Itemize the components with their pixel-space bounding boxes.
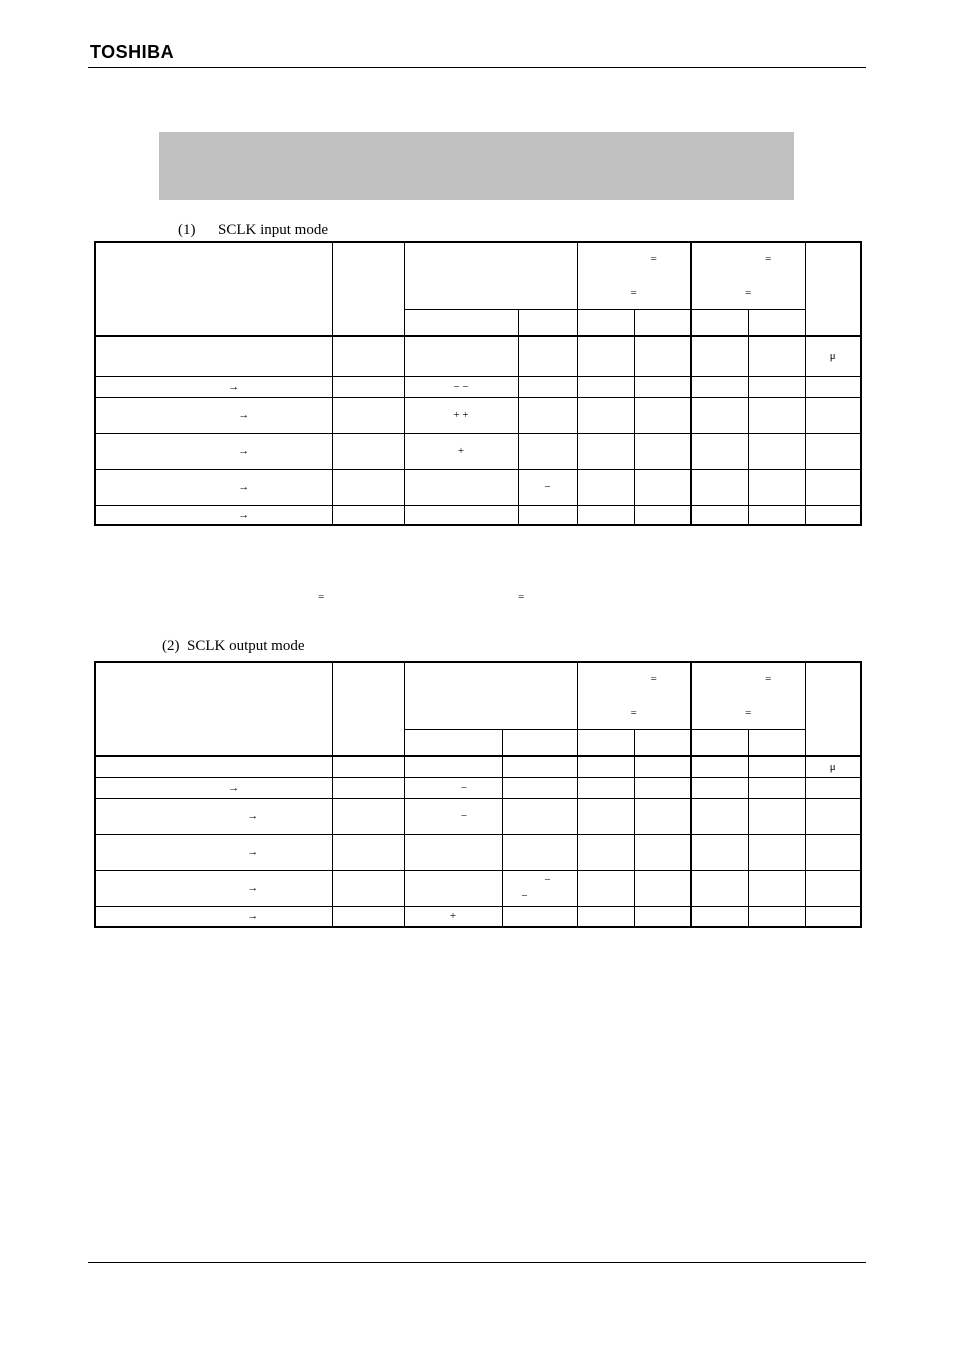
unit-cell: μ [805, 756, 861, 777]
table-row: → − − [95, 870, 861, 906]
table-row [95, 336, 861, 376]
table1-header-unit [805, 242, 861, 336]
table1-header-min [404, 309, 518, 336]
sclk-input-timing-table [94, 241, 862, 526]
table2-header-unit [805, 662, 861, 756]
table2-header-parameter [95, 662, 332, 756]
table-row: → + [95, 433, 861, 469]
table1-header-row-1 [95, 242, 861, 309]
table-row [95, 756, 861, 777]
table2-header-fc-condition-2: = = [691, 662, 805, 729]
header-rule [88, 67, 866, 68]
table2-header-row-1 [95, 662, 861, 729]
caption-sclk-input-mode: (1) SCLK input mode [178, 222, 328, 238]
table-row: → − [95, 777, 861, 798]
table1-header-equation [404, 242, 577, 309]
table-row: → [95, 505, 861, 525]
table2-header-min [404, 729, 502, 756]
sclk-output-timing-table [94, 661, 862, 928]
table-row: → + + [95, 397, 861, 433]
caption-sclk-output-mode: (2) SCLK output mode [162, 638, 305, 654]
unit-cell: μ [805, 336, 861, 376]
table2-header-fc-condition-1: = = [577, 662, 691, 729]
table-row: → − [95, 798, 861, 834]
table1-header-fc-condition-2: = = [691, 242, 805, 309]
note-equals-b: = [518, 591, 525, 603]
table-row: → + [95, 906, 861, 927]
table2-header-equation [404, 662, 577, 729]
table1-header-symbol [332, 242, 404, 336]
table-row: → − − [95, 376, 861, 397]
note-equals-a: = [318, 591, 325, 603]
table-row: → − [95, 469, 861, 505]
table2-header-symbol [332, 662, 404, 756]
table1-header-fc-condition-1: = = [577, 242, 691, 309]
table1-header-parameter [95, 242, 332, 336]
toshiba-logo: TOSHIBA [90, 42, 175, 62]
table-row: → [95, 834, 861, 870]
footer-rule [88, 1262, 866, 1263]
table2-header-max [502, 729, 577, 756]
table1-header-max [518, 309, 577, 336]
section-title-banner [159, 132, 794, 200]
